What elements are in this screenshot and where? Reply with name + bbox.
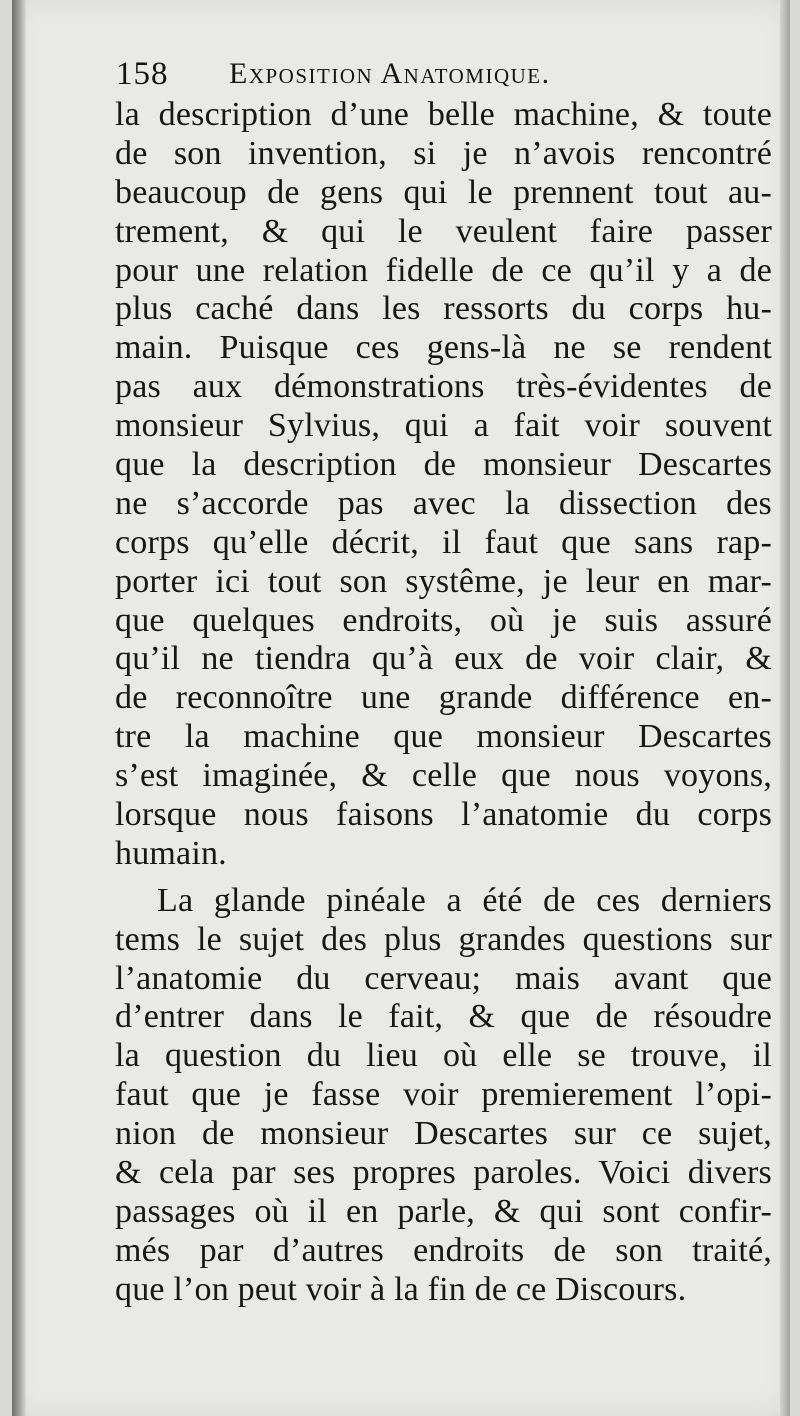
text-line: més par d’autres endroits de son traité, [115,1231,772,1269]
page-edge [780,0,790,1416]
text-line: que l’on peut voir à la fin de ce Discours. [115,1270,687,1308]
page-gutter-shadow [12,0,26,1416]
text-line: La glande pinéale a été de ces derniers [157,881,772,919]
text-line: l’anatomie du cerveau; mais avant que [115,959,772,997]
text-line: & cela par ses propres paroles. Voici divers [115,1154,772,1192]
text-line: trement, & qui le veulent faire passer [115,212,772,250]
text-line: pour une relation fidelle de ce qu’il y a de [115,251,772,289]
text-line: main. Puisque ces gens-là ne se rendent [115,329,772,367]
text-line: la question du lieu où elle se trouve, il [115,1037,772,1075]
text-line: s’est imaginée, & celle que nous voyons, [115,757,772,795]
page-header [116,52,676,96]
text-line: plus caché dans les ressorts du corps hu- [115,290,772,328]
text-line: faut que je fasse voir premierement l’opi- [115,1076,772,1114]
text-line: de reconnoître une grande différence en- [115,679,772,717]
text-line: lorsque nous faisons l’anatomie du corps [115,796,772,834]
paragraph-1 [115,96,772,874]
paragraph-2 [115,882,772,1310]
text-line: que la description de monsieur Descartes [115,446,772,484]
text-line: monsieur Sylvius, qui a fait voir souvent [115,407,772,445]
text-line: ne s’accorde pas avec la dissection des [115,484,772,522]
text-line: qu’il ne tiendra qu’à eux de voir clair, & [115,640,772,678]
text-line: la description d’une belle machine, & toute [115,96,772,133]
page-number: 158 [116,56,169,92]
running-title: Exposition Anatomique. [229,57,551,90]
text-line: passages où il en parle, & qui sont confir- [115,1192,772,1230]
text-line: corps qu’elle décrit, il faut que sans rap- [115,523,772,561]
text-line: de son invention, si je n’avois rencontré [115,134,772,172]
text-line: humain. [115,834,227,872]
text-line: nion de monsieur Descartes sur ce sujet, [115,1115,772,1153]
text-line: tre la machine que monsieur Descartes [115,718,772,756]
text-line: tems le sujet des plus grandes questions sur [115,920,772,958]
text-line: d’entrer dans le fait, & que de résoudre [115,998,772,1036]
body-text [115,96,772,1310]
book-page [12,0,790,1416]
text-line: porter ici tout son systême, je leur en mar- [115,562,772,600]
text-line: beaucoup de gens qui le prennent tout au- [115,173,772,211]
text-line: pas aux démonstrations très-évidentes de [115,368,772,406]
text-line: que quelques endroits, où je suis assuré [115,601,772,639]
